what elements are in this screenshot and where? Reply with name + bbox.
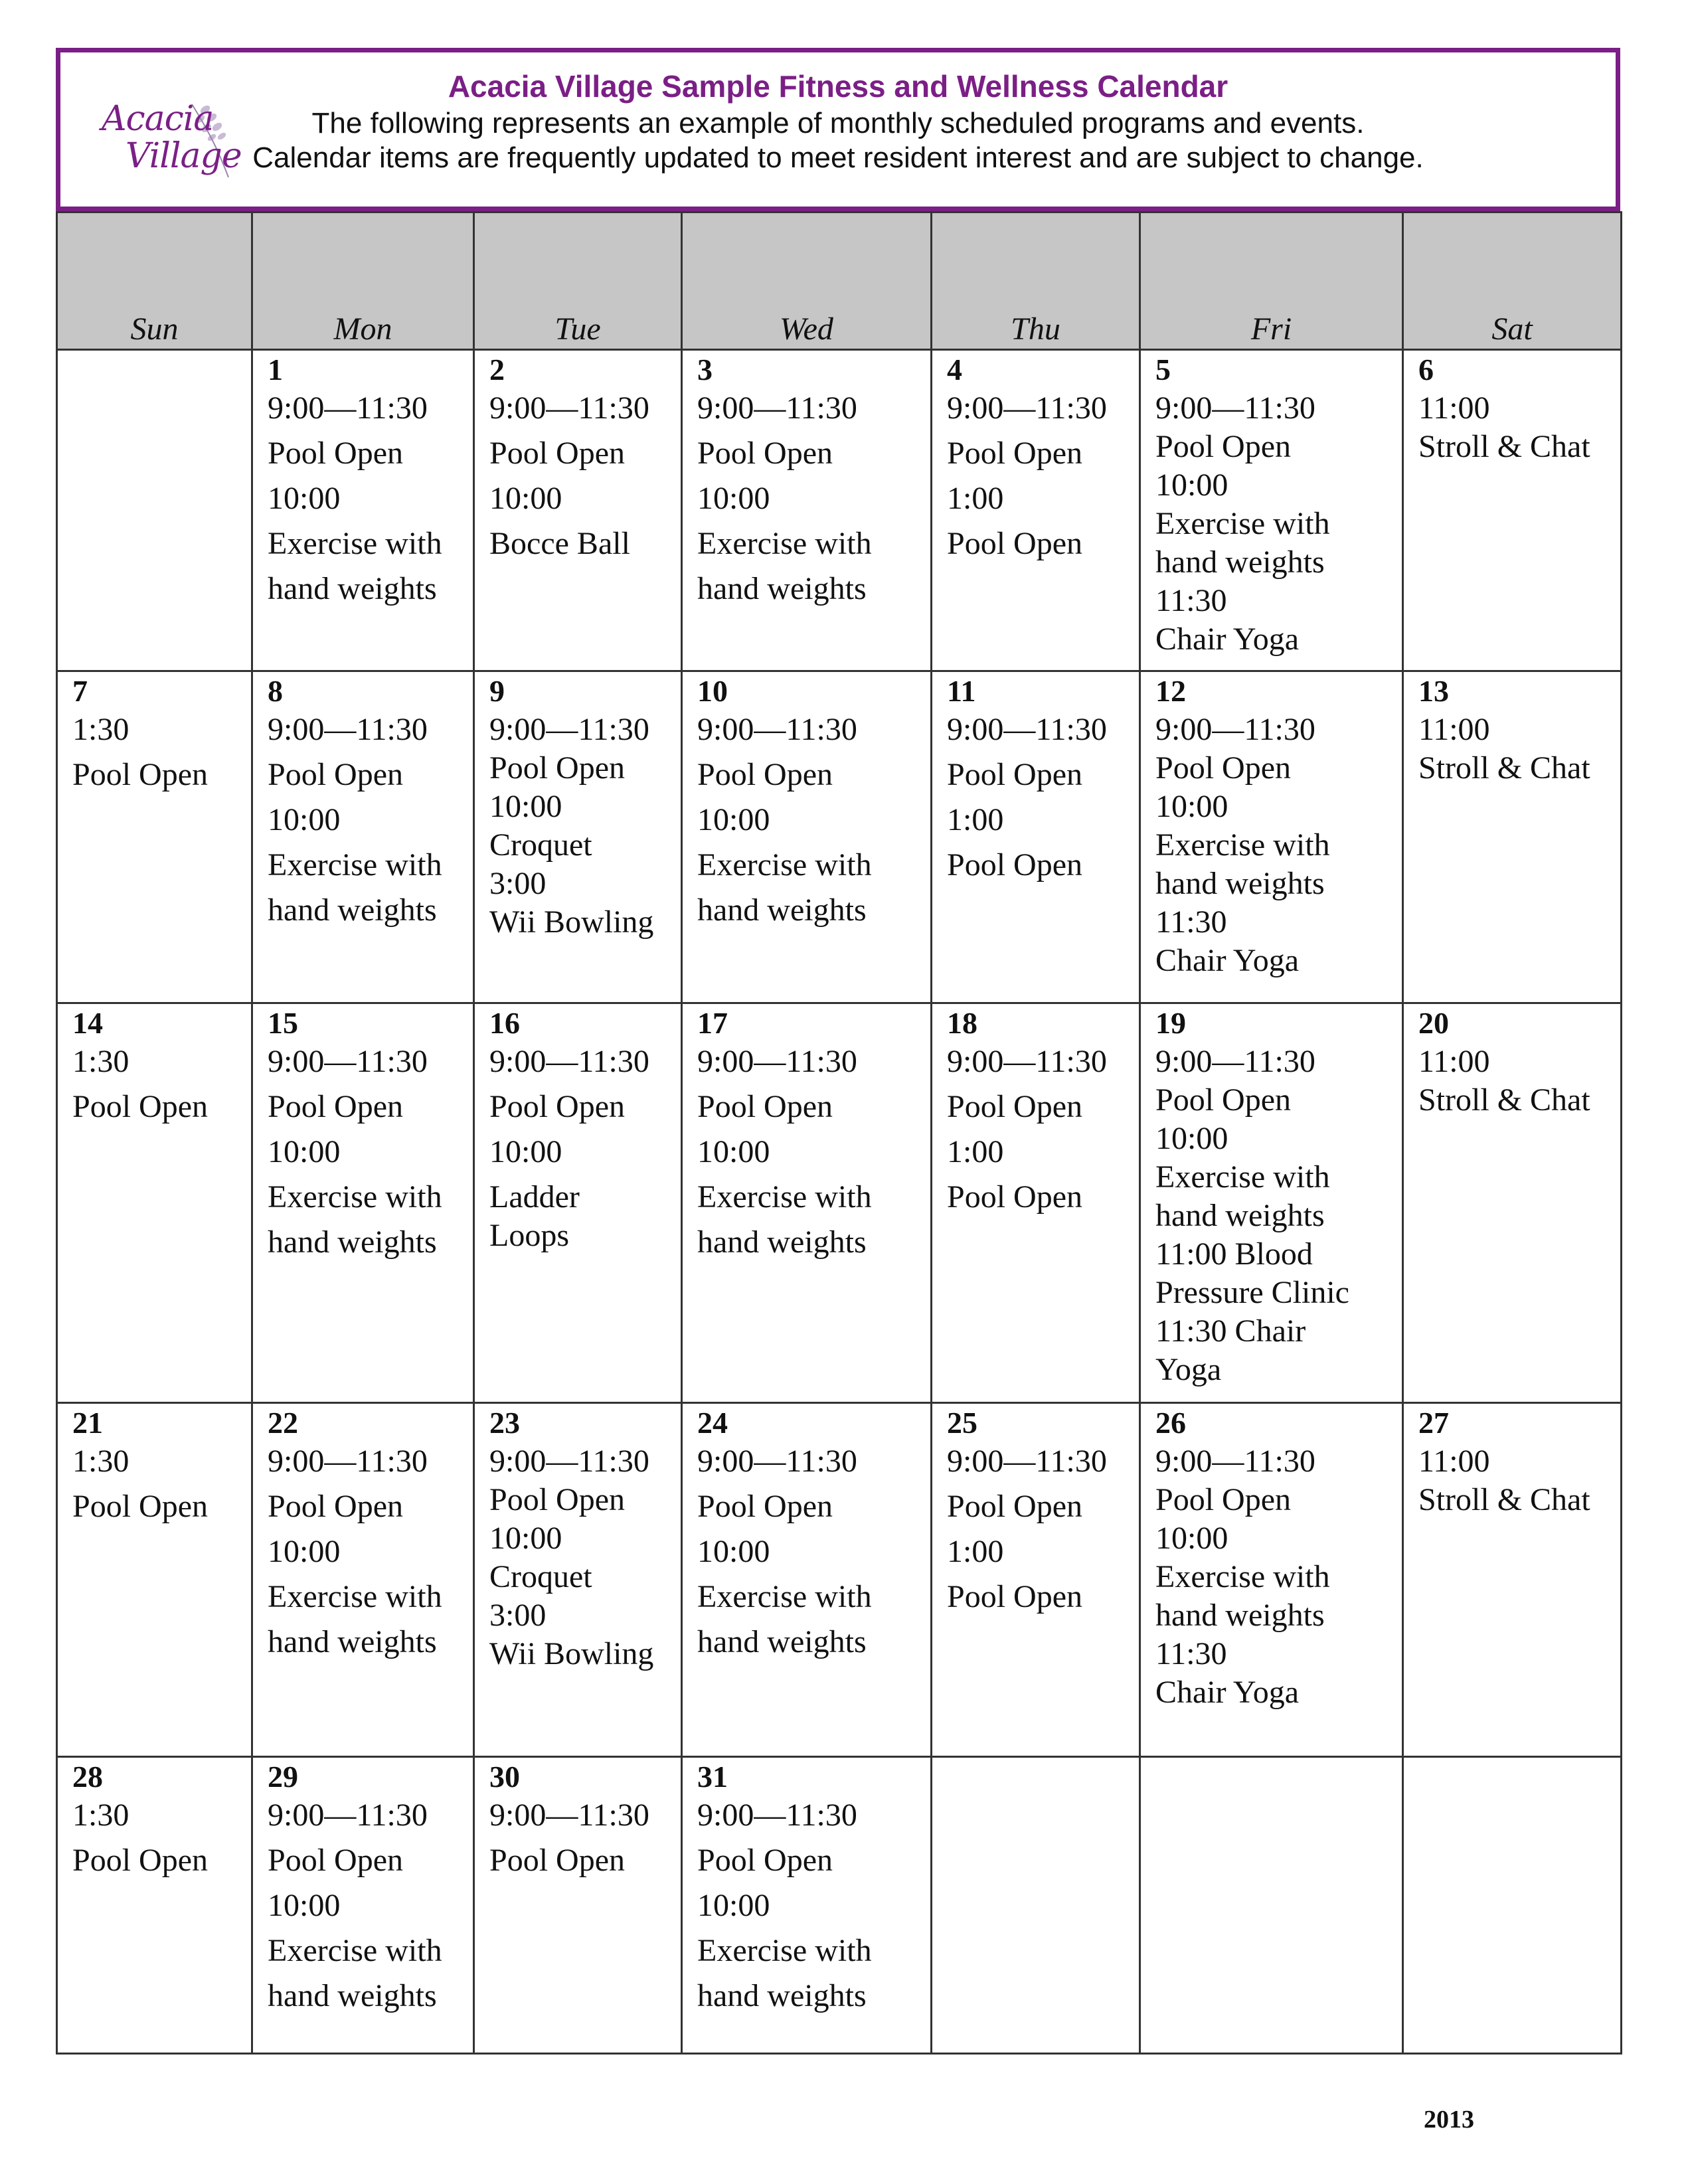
event-line: Pool Open xyxy=(947,1488,1082,1524)
event-line: 9:00—11:30 xyxy=(489,390,649,426)
event-line: Exercise with xyxy=(268,847,442,883)
day-cell xyxy=(1403,1402,1622,1756)
event-line: 9:00—11:30 xyxy=(489,1443,649,1479)
day-cell xyxy=(474,350,682,671)
day-number: 14 xyxy=(72,1006,103,1041)
event-line: 1:00 xyxy=(947,1533,1004,1569)
day-number: 16 xyxy=(489,1006,520,1041)
event-line: Pool Open xyxy=(268,1842,403,1878)
day-number: 17 xyxy=(697,1006,728,1041)
event-line: Pool Open xyxy=(1155,1481,1291,1517)
event-line: Exercise with xyxy=(268,1932,442,1968)
day-cell xyxy=(474,671,682,1003)
event-line: Exercise with xyxy=(697,1932,872,1968)
day-number: 26 xyxy=(1155,1405,1186,1440)
event-line: 11:00 xyxy=(1418,712,1490,748)
day-number: 6 xyxy=(1418,353,1434,386)
event-line: Pool Open xyxy=(72,757,208,793)
day-cell xyxy=(57,350,252,671)
event-line: Stroll & Chat xyxy=(1418,750,1590,786)
weekday-header-row xyxy=(57,212,1622,350)
day-cell xyxy=(252,1003,474,1402)
day-number: 29 xyxy=(268,1759,298,1794)
event-line: 9:00—11:30 xyxy=(697,1797,857,1833)
logo-line1: Acacia xyxy=(102,99,214,139)
day-cell xyxy=(1403,1756,1622,2053)
event-line: Stroll & Chat xyxy=(1418,429,1590,464)
event-line: 1:30 xyxy=(72,1797,129,1833)
day-number: 25 xyxy=(947,1405,977,1440)
event-line: 9:00—11:30 xyxy=(1155,712,1315,748)
day-number: 19 xyxy=(1155,1006,1186,1041)
event-line: 1:00 xyxy=(947,481,1004,516)
day-number: 28 xyxy=(72,1759,103,1794)
day-cell xyxy=(1140,671,1403,1003)
event-line: 10:00 xyxy=(697,1887,770,1923)
event-line: Exercise with xyxy=(268,526,442,561)
day-cell xyxy=(932,671,1140,1003)
event-line: 9:00—11:30 xyxy=(268,1044,428,1080)
event-line: Chair Yoga xyxy=(1155,622,1300,657)
event-line: Bocce Ball xyxy=(489,526,630,561)
day-cell xyxy=(57,1402,252,1756)
event-line: hand weights xyxy=(1155,1597,1325,1633)
event-line: 9:00—11:30 xyxy=(489,1044,649,1080)
day-number: 8 xyxy=(268,674,283,709)
event-line: 9:00—11:30 xyxy=(697,1443,857,1479)
subtitle-line1: The following represents an example of monthly scheduled programs and events. xyxy=(311,107,1365,139)
day-number: 23 xyxy=(489,1405,520,1440)
logo-line2: Village xyxy=(126,136,242,176)
event-line: 9:00—11:30 xyxy=(947,1443,1107,1479)
event-line: 9:00—11:30 xyxy=(947,1044,1107,1080)
day-cell xyxy=(252,1756,474,2053)
day-cell xyxy=(1403,671,1622,1003)
event-line: Pool Open xyxy=(1155,429,1291,464)
event-line: 10:00 xyxy=(1155,1121,1228,1157)
event-line: hand weights xyxy=(268,1977,437,2013)
day-number: 10 xyxy=(697,674,728,709)
day-cell xyxy=(1140,350,1403,671)
day-cell xyxy=(252,671,474,1003)
event-line: 10:00 xyxy=(697,1134,770,1170)
day-number: 15 xyxy=(268,1006,298,1041)
event-line: 11:30 xyxy=(1155,583,1227,618)
weekday-thu: Thu xyxy=(932,212,1140,350)
event-line: 11:30 Chair xyxy=(1155,1313,1306,1349)
day-cell xyxy=(474,1402,682,1756)
day-number: 12 xyxy=(1155,674,1186,709)
event-line: Pool Open xyxy=(947,526,1082,561)
day-cell xyxy=(474,1756,682,2053)
event-line: 1:30 xyxy=(72,1044,129,1080)
week-row xyxy=(57,1756,1622,2053)
event-line: Exercise with xyxy=(697,526,872,561)
day-cell xyxy=(57,1756,252,2053)
event-line: 1:30 xyxy=(72,1443,129,1479)
weekday-sun: Sun xyxy=(57,212,252,350)
event-line: 11:00 xyxy=(1418,390,1490,426)
event-line: hand weights xyxy=(1155,545,1325,580)
week-row xyxy=(57,1402,1622,1756)
day-cell xyxy=(932,350,1140,671)
weekday-tue: Tue xyxy=(474,212,682,350)
event-line: 9:00—11:30 xyxy=(697,712,857,748)
event-line: 10:00 xyxy=(1155,467,1228,503)
week-row xyxy=(57,1003,1622,1402)
event-line: Pool Open xyxy=(1155,1082,1291,1118)
day-number: 21 xyxy=(72,1405,103,1440)
event-line: 10:00 xyxy=(697,1533,770,1569)
event-line: Chair Yoga xyxy=(1155,943,1300,979)
day-cell xyxy=(682,350,932,671)
event-line: Yoga xyxy=(1155,1352,1222,1388)
event-line: Pool Open xyxy=(947,1089,1082,1125)
event-line: Pool Open xyxy=(489,1842,625,1878)
event-line: Pool Open xyxy=(697,1488,833,1524)
event-line: 10:00 xyxy=(268,1134,341,1170)
week-row xyxy=(57,671,1622,1003)
day-number: 18 xyxy=(947,1006,977,1041)
event-line: Exercise with xyxy=(1155,827,1330,863)
day-number: 27 xyxy=(1418,1405,1449,1440)
event-line: Pool Open xyxy=(947,436,1082,471)
event-line: Stroll & Chat xyxy=(1418,1481,1590,1517)
event-line: 10:00 xyxy=(697,802,770,838)
day-number: 5 xyxy=(1155,353,1171,386)
event-line: Exercise with xyxy=(1155,506,1330,541)
event-line: 10:00 xyxy=(268,1533,341,1569)
event-line: hand weights xyxy=(697,1977,867,2013)
day-cell xyxy=(682,1003,932,1402)
event-line: Exercise with xyxy=(268,1179,442,1215)
event-line: 10:00 xyxy=(1155,789,1228,825)
day-number: 3 xyxy=(697,353,713,386)
event-line: 9:00—11:30 xyxy=(268,712,428,748)
footer-year: 2013 xyxy=(1424,2106,1474,2134)
day-number: 7 xyxy=(72,674,88,709)
day-cell xyxy=(1140,1003,1403,1402)
event-line: Pool Open xyxy=(697,1089,833,1125)
event-line: hand weights xyxy=(697,892,867,928)
day-cell xyxy=(252,350,474,671)
event-line: 9:00—11:30 xyxy=(268,1797,428,1833)
day-number: 11 xyxy=(947,674,976,709)
event-line: Pool Open xyxy=(489,1089,625,1125)
event-line: hand weights xyxy=(697,571,867,606)
header-box xyxy=(56,48,1620,211)
event-line: Croquet xyxy=(489,1558,592,1594)
event-line: Pool Open xyxy=(489,1481,625,1517)
event-line: 10:00 xyxy=(489,481,562,516)
day-cell xyxy=(682,1756,932,2053)
event-line: 10:00 xyxy=(1155,1520,1228,1556)
day-cell xyxy=(932,1003,1140,1402)
event-line: Pool Open xyxy=(72,1842,208,1878)
day-cell xyxy=(932,1402,1140,1756)
event-line: Croquet xyxy=(489,827,592,863)
event-line: Pool Open xyxy=(947,1179,1082,1215)
day-number: 30 xyxy=(489,1759,520,1794)
event-line: 9:00—11:30 xyxy=(697,1044,857,1080)
event-line: Pool Open xyxy=(268,757,403,793)
event-line: 1:00 xyxy=(947,802,1004,838)
event-line: Pool Open xyxy=(1155,750,1291,786)
event-line: 9:00—11:30 xyxy=(489,1797,649,1833)
event-line: Exercise with xyxy=(697,1578,872,1614)
event-line: Pool Open xyxy=(947,757,1082,793)
event-line: 11:30 xyxy=(1155,904,1227,940)
weekday-sat: Sat xyxy=(1403,212,1622,350)
event-line: Pool Open xyxy=(697,757,833,793)
event-line: Stroll & Chat xyxy=(1418,1082,1590,1118)
event-line: Pool Open xyxy=(268,436,403,471)
day-cell xyxy=(57,1003,252,1402)
day-cell xyxy=(474,1003,682,1402)
event-line: 9:00—11:30 xyxy=(268,1443,428,1479)
event-line: hand weights xyxy=(697,1224,867,1260)
event-line: Pool Open xyxy=(489,436,625,471)
event-line: Pool Open xyxy=(697,436,833,471)
event-line: Pool Open xyxy=(947,1578,1082,1614)
day-cell xyxy=(252,1402,474,1756)
day-number: 13 xyxy=(1418,674,1449,709)
event-line: 9:00—11:30 xyxy=(268,390,428,426)
event-line: 9:00—11:30 xyxy=(1155,1044,1315,1080)
day-number: 4 xyxy=(947,353,962,386)
event-line: 9:00—11:30 xyxy=(489,712,649,748)
day-number: 31 xyxy=(697,1759,728,1794)
event-line: 10:00 xyxy=(697,481,770,516)
event-line: Pool Open xyxy=(72,1089,208,1125)
event-line: 11:30 xyxy=(1155,1636,1227,1671)
event-line: Exercise with xyxy=(697,847,872,883)
day-cell xyxy=(57,671,252,1003)
event-line: 1:00 xyxy=(947,1134,1004,1170)
event-line: 10:00 xyxy=(489,789,562,825)
event-line: 10:00 xyxy=(268,1887,341,1923)
event-line: Exercise with xyxy=(1155,1159,1330,1195)
event-line: Chair Yoga xyxy=(1155,1674,1300,1710)
event-line: Loops xyxy=(489,1218,569,1254)
event-line: 9:00—11:30 xyxy=(1155,1443,1315,1479)
weekday-fri: Fri xyxy=(1140,212,1403,350)
event-line: Exercise with xyxy=(697,1179,872,1215)
event-line: Wii Bowling xyxy=(489,904,654,940)
event-line: Ladder xyxy=(489,1179,580,1215)
event-line: Pool Open xyxy=(268,1488,403,1524)
event-line: hand weights xyxy=(268,1224,437,1260)
event-line: 1:30 xyxy=(72,712,129,748)
event-line: Pool Open xyxy=(72,1488,208,1524)
event-line: Wii Bowling xyxy=(489,1636,654,1671)
event-line: hand weights xyxy=(268,571,437,606)
weekday-mon: Mon xyxy=(252,212,474,350)
day-number: 20 xyxy=(1418,1006,1449,1041)
event-line: 10:00 xyxy=(489,1134,562,1170)
event-line: hand weights xyxy=(1155,1198,1325,1234)
event-line: 3:00 xyxy=(489,866,547,902)
event-line: Pressure Clinic xyxy=(1155,1275,1349,1311)
day-number: 9 xyxy=(489,674,505,709)
event-line: Pool Open xyxy=(947,847,1082,883)
event-line: 11:00 Blood xyxy=(1155,1236,1313,1272)
event-line: 9:00—11:30 xyxy=(697,390,857,426)
day-cell xyxy=(682,671,932,1003)
day-number: 1 xyxy=(268,353,283,386)
subtitle-line2: Calendar items are frequently updated to meet resident interest and are subject to change. xyxy=(252,141,1424,174)
event-line: 3:00 xyxy=(489,1597,547,1633)
event-line: hand weights xyxy=(697,1624,867,1659)
event-line: 9:00—11:30 xyxy=(947,712,1107,748)
event-line: hand weights xyxy=(1155,866,1325,902)
day-number: 2 xyxy=(489,353,505,386)
event-line: 10:00 xyxy=(268,802,341,838)
event-line: Exercise with xyxy=(1155,1558,1330,1594)
event-line: Pool Open xyxy=(489,750,625,786)
event-line: 9:00—11:30 xyxy=(947,390,1107,426)
calendar-grid xyxy=(56,211,1622,2055)
event-line: Pool Open xyxy=(268,1089,403,1125)
page-title: Acacia Village Sample Fitness and Wellness Calendar xyxy=(448,69,1228,104)
event-line: 10:00 xyxy=(489,1520,562,1556)
weekday-wed: Wed xyxy=(682,212,932,350)
week-row xyxy=(57,350,1622,671)
day-cell xyxy=(1403,1003,1622,1402)
day-number: 24 xyxy=(697,1405,728,1440)
event-line: hand weights xyxy=(268,1624,437,1659)
day-cell xyxy=(682,1402,932,1756)
day-cell xyxy=(1140,1402,1403,1756)
day-cell xyxy=(1403,350,1622,671)
event-line: Exercise with xyxy=(268,1578,442,1614)
event-line: 10:00 xyxy=(268,481,341,516)
event-line: 9:00—11:30 xyxy=(1155,390,1315,426)
event-line: 11:00 xyxy=(1418,1044,1490,1080)
day-number: 22 xyxy=(268,1405,298,1440)
event-line: Pool Open xyxy=(697,1842,833,1878)
event-line: 11:00 xyxy=(1418,1443,1490,1479)
day-cell xyxy=(1140,1756,1403,2053)
event-line: hand weights xyxy=(268,892,437,928)
day-cell xyxy=(932,1756,1140,2053)
